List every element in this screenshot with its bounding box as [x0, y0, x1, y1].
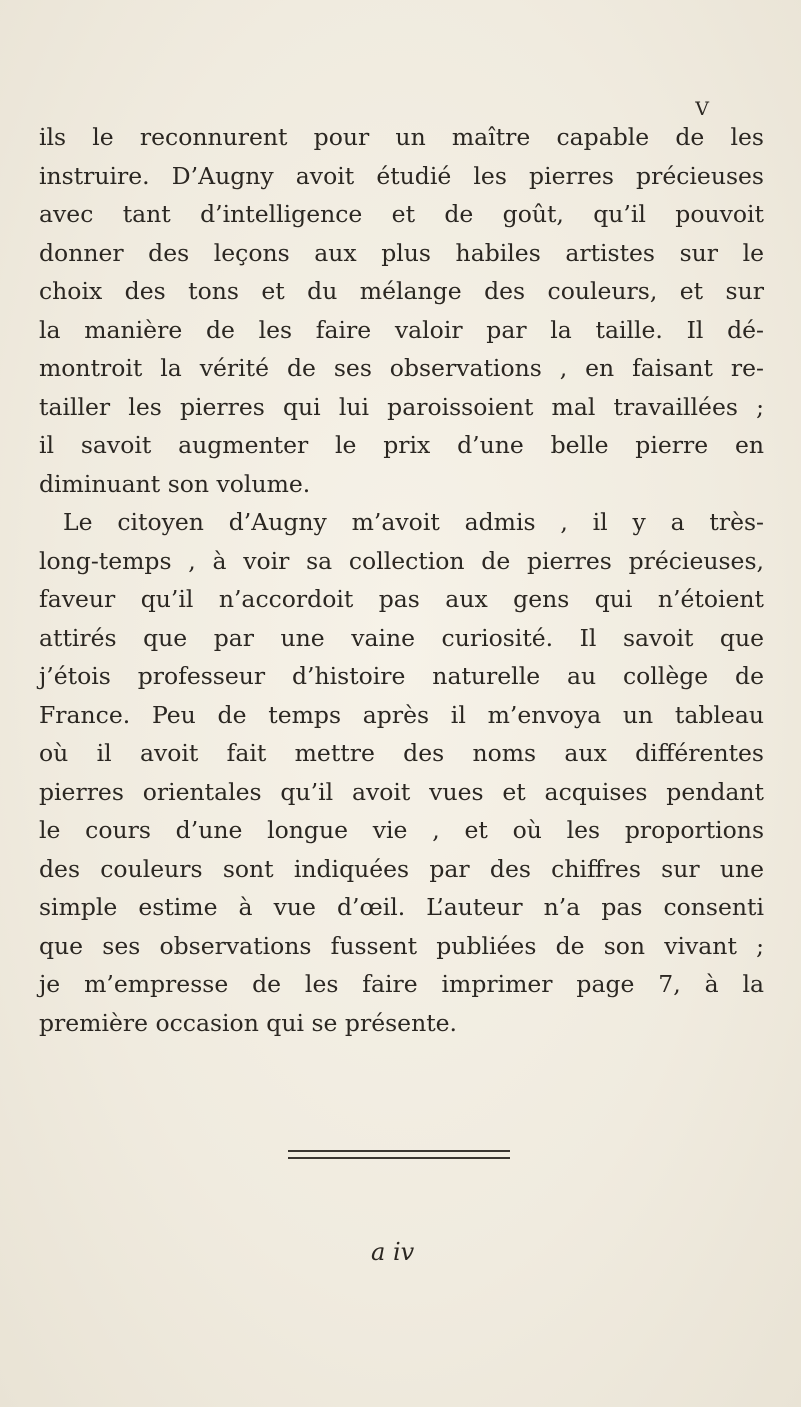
text-line: choix des tons et du mélange des couleurs, et sur	[39, 277, 764, 305]
text-line: faveur qu’il n’accordoit pas aux gens qui n’étoient	[39, 585, 764, 613]
text-line: j’étois professeur d’histoire naturelle au collège de	[39, 662, 764, 690]
text-line: des couleurs sont indiquées par des chiffres sur une	[39, 854, 764, 883]
section-rule	[288, 1150, 510, 1152]
text-line: pierres orientales qu’il avoit vues et acquises pendant	[39, 777, 764, 806]
text-line: ils le reconnurent pour un maître capable de les	[39, 123, 764, 151]
text-line: donner des leçons aux plus habiles artistes sur le	[39, 238, 764, 267]
text-line: long-temps , à voir sa collection de pierres précieuses,	[39, 546, 764, 575]
text-line: Le citoyen d’Augny m’avoit admis , il y a très-	[63, 508, 764, 536]
text-line: le cours d’une longue vie , et où les proportions	[39, 816, 764, 844]
text-line: montroit la vérité de ses observations , en faisant re-	[39, 354, 764, 382]
page-body-text	[39, 118, 764, 1042]
text-line: attirés que par une vaine curiosité. Il savoit que	[39, 623, 764, 652]
text-line: tailler les pierres qui lui paroissoient mal travaillées ;	[39, 392, 764, 421]
text-line: première occasion qui se présente.	[39, 1008, 458, 1037]
signature-mark: a iv	[371, 1238, 415, 1266]
page-number: V	[695, 98, 709, 120]
text-line: avec tant d’intelligence et de goût, qu’il pouvoit	[39, 200, 764, 228]
text-line: la manière de les faire valoir par la taille. Il dé-	[39, 315, 764, 344]
text-line: instruire. D’Augny avoit étudié les pierres précieuses	[39, 161, 764, 190]
text-line: France. Peu de temps après il m’envoya un tableau	[39, 700, 764, 729]
text-line: je m’empresse de les faire imprimer page 7, à la	[39, 970, 764, 998]
section-rule	[288, 1157, 510, 1159]
text-line: il savoit augmenter le prix d’une belle pierre en	[39, 431, 764, 459]
text-line: que ses observations fussent publiées de son vivant ;	[39, 931, 764, 960]
text-line: simple estime à vue d’œil. L’auteur n’a pas consenti	[39, 893, 764, 921]
text-line: où il avoit fait mettre des noms aux différentes	[39, 739, 764, 767]
text-line: diminuant son volume.	[39, 469, 311, 498]
